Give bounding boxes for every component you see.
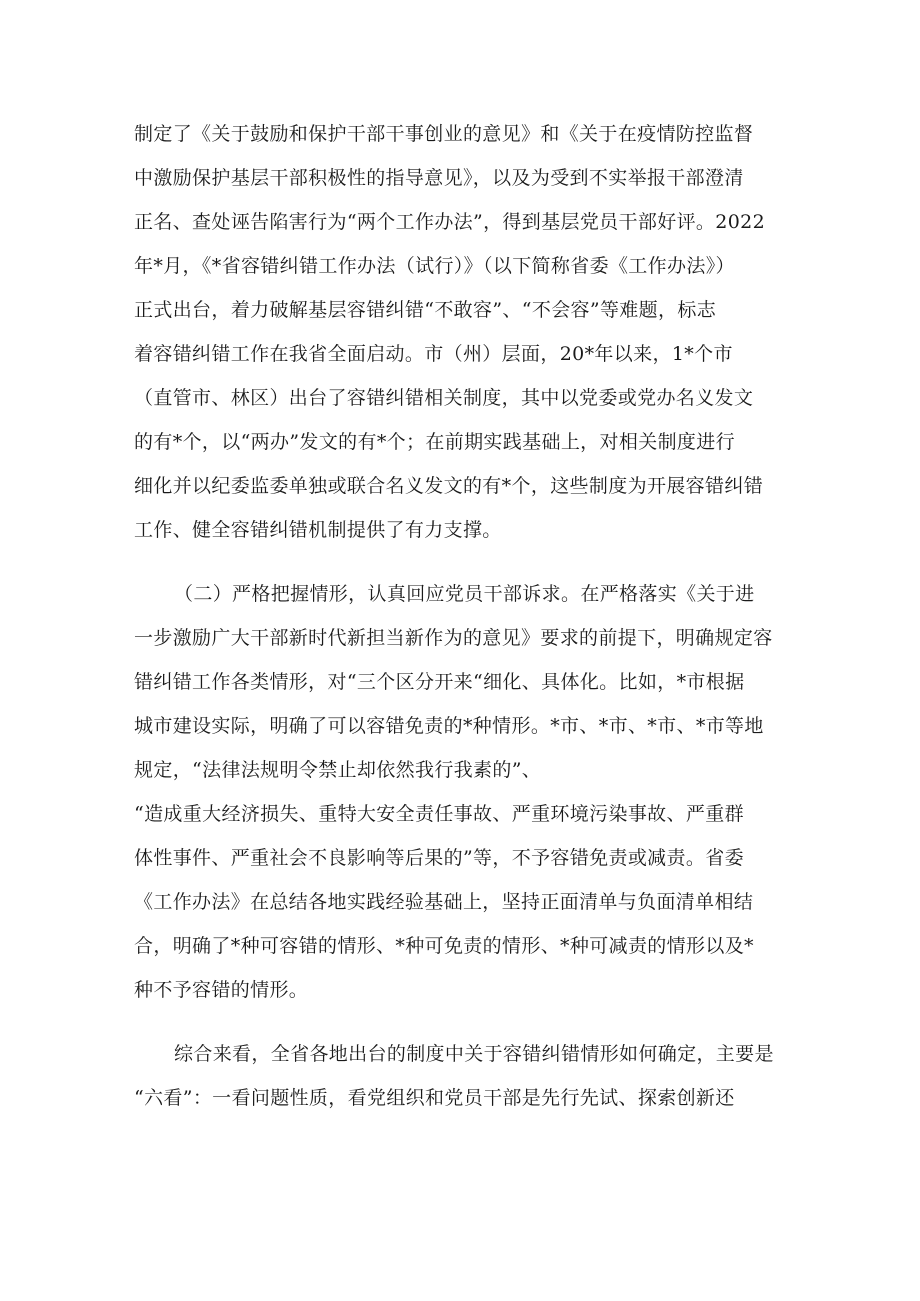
text-line: 规定，“法律法规明令禁止却依然我行我素的”、 (134, 759, 542, 781)
text-line: 一步激励广大干部新时代新担当新作为的意见》要求的前提下，明确规定容 (134, 627, 773, 649)
text-line: 中激励保护基层干部积极性的指导意见》，以及为受到不实举报干部澄清 (134, 167, 744, 189)
text-line: “造成重大经济损失、重特大安全责任事故、严重环境污染事故、严重群 (134, 803, 744, 825)
text-line: 正式出台，着力破解基层容错纠错“不敢容”、“不会容”等难题，标志 (134, 299, 717, 321)
text-line: 的有*个，以“两办”发文的有*个；在前期实践基础上，对相关制度进行 (134, 431, 735, 453)
text-line: 种不予容错的情形。 (134, 979, 309, 1001)
text-line: “六看”：一看问题性质，看党组织和党员干部是先行先试、探索创新还 (134, 1087, 735, 1109)
text-line: 错纠错工作各类情形，对“三个区分开来“细化、具体化。比如，*市根据 (134, 671, 745, 693)
text-line: （直管市、林区）出台了容错纠错相关制度，其中以党委或党办名义发文 (134, 387, 754, 409)
text-line: 综合来看，全省各地出台的制度中关于容错纠错情形如何确定，主要是 (174, 1043, 774, 1065)
text-line: 着容错纠错工作在我省全面启动。市（州）层面，20*年以来，1*个市 (134, 343, 733, 365)
text-line: 工作、健全容错纠错机制提供了有力支撑。 (134, 519, 502, 541)
text-line: （二）严格把握情形，认真回应党员干部诉求。在严格落实《关于进 (174, 583, 755, 605)
text-line: 城市建设实际，明确了可以容错免责的*种情形。*市、*市、*市、*市等地 (134, 715, 764, 737)
text-line: 制定了《关于鼓励和保护干部干事创业的意见》和《关于在疫情防控监督 (134, 123, 754, 145)
text-line: 体性事件、严重社会不良影响等后果的”等，不予容错免责或减责。省委 (134, 847, 744, 869)
text-line: 《工作办法》在总结各地实践经验基础上，坚持正面清单与负面清单相结 (134, 891, 754, 913)
text-line: 年*月，《*省容错纠错工作办法（试行）》（以下简称省委《工作办法》） (134, 255, 735, 277)
text-line: 合，明确了*种可容错的情形、*种可免责的情形、*种可减责的情形以及* (134, 935, 754, 957)
text-line: 正名、查处诬告陷害行为“两个工作办法”，得到基层党员干部好评。2022 (134, 211, 766, 233)
text-line: 细化并以纪委监委单独或联合名义发文的有*个，这些制度为开展容错纠错 (134, 475, 764, 497)
